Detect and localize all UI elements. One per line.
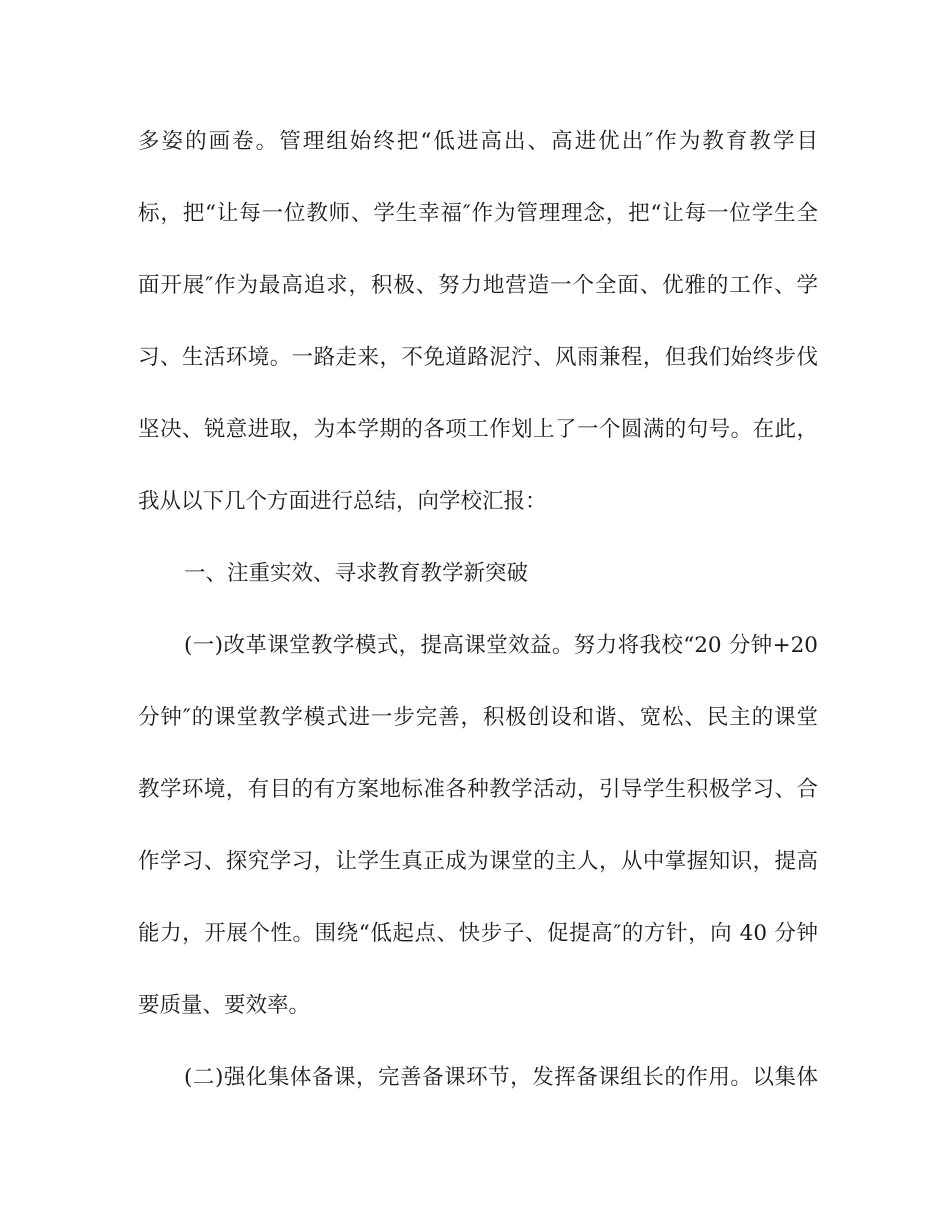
text-line: 坚决、锐意进取，为本学期的各项工作划上了一个圆满的句号。在此， [138, 417, 818, 442]
section-heading: 一、注重实效、寻求教育教学新突破 [184, 561, 529, 586]
text-line: 多姿的画卷。管理组始终把“低进高出、高进优出″作为教育教学目 [138, 129, 818, 154]
subsection-heading: (二)强化集体备课，完善备课环节，发挥备课组长的作用。以集体 [184, 1065, 818, 1090]
text-line: 习、生活环境。一路走来，不免道路泥泞、风雨兼程，但我们始终步伐 [138, 345, 818, 370]
text-line: 要质量、要效率。 [138, 993, 311, 1018]
text-line: 能力，开展个性。围绕“低起点、快步子、促提高″的方针，向 40 分钟 [138, 921, 818, 946]
text-line: 分钟″的课堂教学模式进一步完善，积极创设和谐、宽松、民主的课堂 [138, 705, 818, 730]
text-line: 作学习、探究学习，让学生真正成为课堂的主人，从中掌握知识，提高 [138, 849, 818, 874]
text-line: 我从以下几个方面进行总结，向学校汇报： [138, 489, 547, 514]
subsection-heading: (一)改革课堂教学模式，提高课堂效益。努力将我校“20 分钟+20 [184, 633, 818, 658]
text-line: 教学环境，有目的有方案地标准各种教学活动，引导学生积极学习、合 [138, 777, 818, 802]
text-line: 标，把“让每一位教师、学生幸福″作为管理理念，把“让每一位学生全 [138, 201, 818, 226]
document-body [138, 122, 818, 1130]
text-line: 面开展″作为最高追求，积极、努力地营造一个全面、优雅的工作、学 [138, 273, 818, 298]
